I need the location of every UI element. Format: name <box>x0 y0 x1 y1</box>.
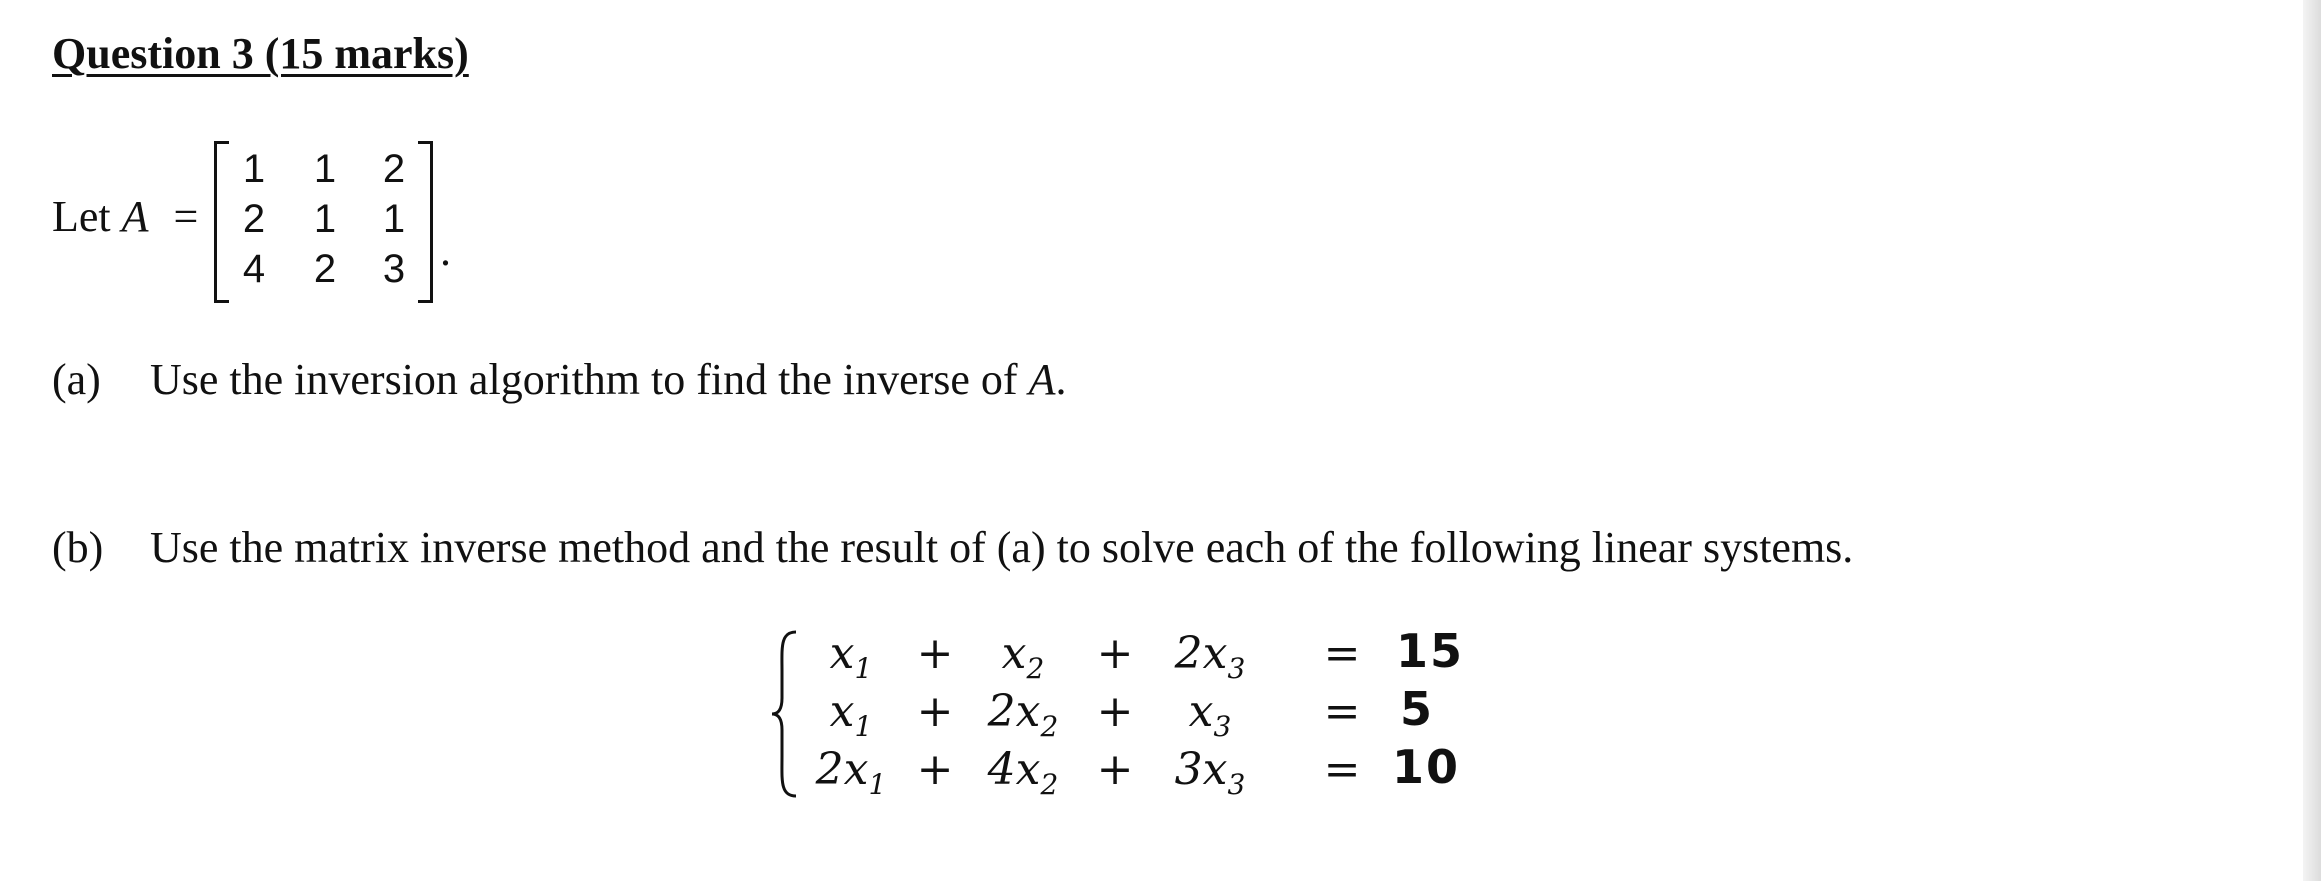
matrix-right-bracket <box>418 141 433 303</box>
matrix-a <box>214 137 451 303</box>
page-edge-shadow <box>2303 0 2321 881</box>
question-heading: Question 3 (15 marks) <box>52 29 469 78</box>
matrix-cell: 2 <box>313 247 337 291</box>
plus-sign: + <box>916 628 954 679</box>
part-a-symbol: A <box>1028 355 1056 404</box>
matrix-cell: 3 <box>382 247 406 291</box>
equals-sign: = <box>1323 628 1361 679</box>
part-b <box>52 522 1853 573</box>
equals-sign: = <box>1323 744 1361 795</box>
matrix-period: . <box>440 226 451 275</box>
part-b-label: (b) <box>52 523 104 572</box>
handwritten-rhs: 10 <box>1392 740 1461 794</box>
matrix-left-bracket <box>214 141 229 303</box>
matrix-cell: 1 <box>313 197 337 241</box>
matrix-cell: 1 <box>242 147 266 191</box>
part-a-end: . <box>1055 355 1067 404</box>
part-b-text: Use the matrix inverse method and the result of (a) to solve each of the following linear systems. <box>150 523 1854 572</box>
term-1: $x_1$ <box>829 686 873 743</box>
term-1: $x_1$ <box>829 628 873 685</box>
matrix-definition-label <box>52 191 198 242</box>
linear-system <box>770 624 1490 808</box>
term-2: $4x_2$ <box>987 744 1059 801</box>
handwritten-rhs: 15 <box>1396 624 1465 678</box>
term-2: $2x_2$ <box>987 686 1059 743</box>
matrix-cell: 4 <box>242 247 266 291</box>
term-1: $2x_1$ <box>815 744 887 801</box>
part-a <box>52 354 1066 405</box>
matrix-symbol: A <box>121 192 149 241</box>
part-a-text: Use the inversion algorithm to find the inverse of <box>150 355 1029 404</box>
term-2: $x_2$ <box>1001 628 1045 685</box>
term-3: $2x_3$ <box>1174 628 1246 685</box>
handwritten-rhs: 5 <box>1400 682 1435 736</box>
matrix-cell: 1 <box>313 147 337 191</box>
equals-sign: = <box>173 192 199 241</box>
let-word: Let <box>52 192 111 241</box>
matrix-cell: 2 <box>242 197 266 241</box>
plus-sign: + <box>1096 686 1134 737</box>
equals-sign: = <box>1323 686 1361 737</box>
term-3: $x_3$ <box>1188 686 1232 743</box>
plus-sign: + <box>916 744 954 795</box>
plus-sign: + <box>1096 744 1134 795</box>
part-a-label: (a) <box>52 355 101 404</box>
plus-sign: + <box>1096 628 1134 679</box>
plus-sign: + <box>916 686 954 737</box>
term-3: $3x_3$ <box>1174 744 1246 801</box>
matrix-cell: 1 <box>382 197 406 241</box>
matrix-cell: 2 <box>382 147 406 191</box>
